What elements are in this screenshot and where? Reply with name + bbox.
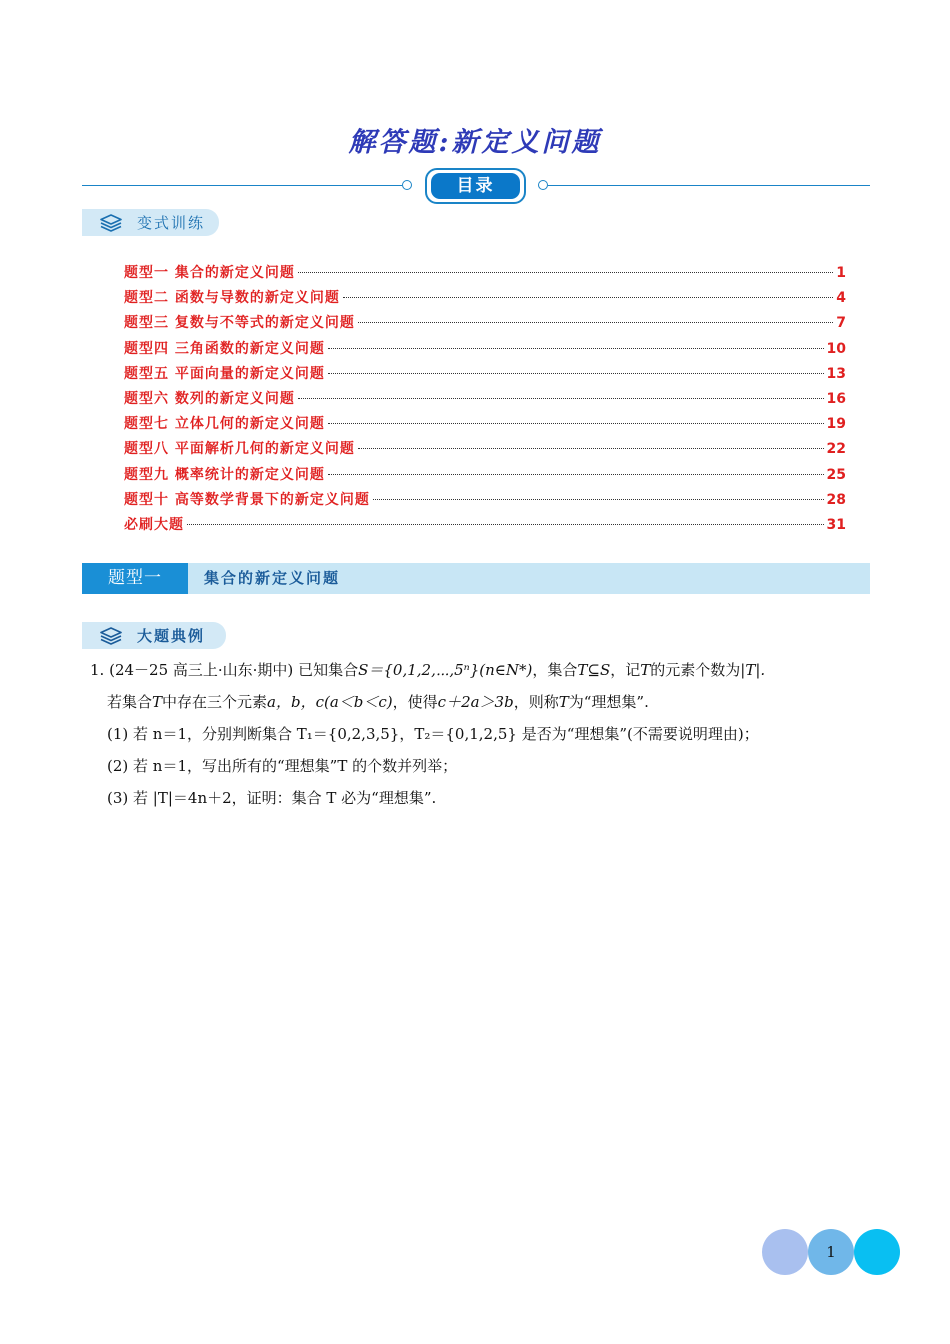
question-type-title: 集合的新定义问题 (204, 569, 341, 587)
problem-1 (90, 654, 870, 814)
toc-item[interactable]: 题型七 立体几何的新定义问题 19 (124, 416, 846, 433)
problem-line-1: 1. (24－25 高三上·山东·期中) 已知集合S＝{0,1,2,⋯,5ⁿ}(n∈N*)，集合T⊆S，记T的元素个数为|T|. (90, 661, 766, 679)
sub-question-2: (2) 若 n＝1，写出所有的“理想集”T 的个数并列举； (107, 757, 458, 775)
toc-item[interactable]: 题型一 集合的新定义问题 1 (124, 265, 846, 281)
toc-item[interactable]: 题型四 三角函数的新定义问题 10 (124, 340, 846, 357)
page-circle-left (762, 1229, 808, 1275)
layers-icon (99, 213, 123, 233)
toc-item[interactable]: 题型十 高等数学背景下的新定义问题 28 (124, 491, 846, 508)
toc-item[interactable]: 题型五 平面向量的新定义问题 13 (124, 365, 846, 382)
toc-heading-label: 目录 (431, 173, 520, 199)
example-tag (82, 622, 226, 649)
question-type-bar (82, 563, 870, 594)
toc-item[interactable]: 题型三 复数与不等式的新定义问题 7 (124, 315, 846, 332)
toc-divider-dot-left (402, 180, 412, 190)
toc-item[interactable]: 题型六 数列的新定义问题 16 (124, 390, 846, 407)
toc-divider-dot-right (538, 180, 548, 190)
problem-line-2: 若集合T中存在三个元素a，b，c(a＜b＜c)，使得c＋2a＞3b，则称T为“理想集”. (107, 693, 649, 711)
toc-divider-right (548, 185, 870, 186)
sub-question-1: (1) 若 n＝1，分别判断集合 T₁＝{0,2,3,5}，T₂＝{0,1,2,5} 是否为“理想集”(不需要说明理由)； (107, 725, 759, 743)
toc-item[interactable]: 题型二 函数与导数的新定义问题 4 (124, 290, 846, 307)
layers-icon (99, 626, 123, 646)
toc-list (124, 262, 846, 539)
toc-item[interactable]: 题型九 概率统计的新定义问题 25 (124, 466, 846, 483)
toc-divider-left (82, 185, 402, 186)
toc-heading-pill (425, 168, 526, 204)
page-title: 解答题:新定义问题 (348, 127, 602, 158)
page-circle-right (854, 1229, 900, 1275)
page-number-badge (762, 1229, 902, 1277)
toc-item[interactable]: 题型八 平面解析几何的新定义问题 22 (124, 441, 846, 458)
variant-training-tag (82, 209, 219, 236)
question-type-tab: 题型一 (82, 563, 188, 594)
variant-training-label: 变式训练 (137, 214, 206, 232)
sub-question-3: (3) 若 |T|＝4n＋2，证明：集合 T 必为“理想集”. (107, 789, 437, 807)
page-number: 1 (826, 1243, 836, 1261)
toc-item[interactable]: 必刷大题 31 (124, 516, 846, 533)
example-label: 大题典例 (137, 627, 206, 645)
